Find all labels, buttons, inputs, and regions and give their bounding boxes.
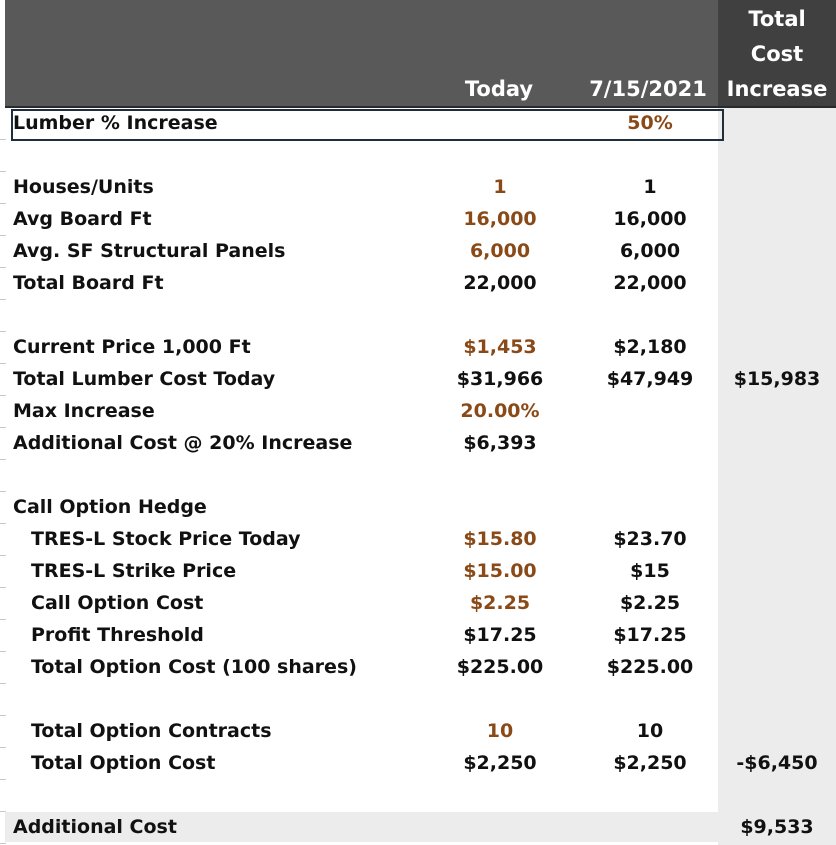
stock-price-today[interactable]: $15.80 (463, 528, 537, 550)
total-option-cost-increase[interactable]: -$6,450 (736, 752, 818, 774)
strike-price-label: TRES-L Strike Price (31, 560, 237, 582)
row-gridline-tick (0, 587, 6, 588)
header-today: Today (464, 77, 534, 101)
additional-20-label: Additional Cost @ 20% Increase (13, 432, 353, 454)
total-lumber-date[interactable]: $47,949 (606, 368, 694, 390)
row-gridline-tick (0, 427, 6, 428)
total-board-date[interactable]: 22,000 (613, 272, 687, 294)
additional-20-today[interactable]: $6,393 (463, 432, 537, 454)
row-gridline-tick (0, 715, 6, 716)
row-gridline-tick (0, 651, 6, 652)
row-current-price (5, 331, 836, 363)
total-option-100-label: Total Option Cost (100 shares) (31, 656, 357, 678)
row-max-increase (5, 395, 836, 427)
current-price-today[interactable]: $1,453 (463, 336, 537, 358)
total-option-cost-label: Total Option Cost (31, 752, 216, 774)
profit-threshold-label: Profit Threshold (31, 624, 204, 646)
row-gridline-tick (0, 747, 6, 748)
row-avg-sf (5, 235, 836, 267)
row-gridline-tick (0, 203, 6, 204)
header-total-cost-increase (718, 2, 836, 107)
avg-sf-today[interactable]: 6,000 (469, 240, 531, 262)
row-total-option-100 (5, 651, 836, 683)
lumber-pct-label: Lumber % Increase (13, 112, 218, 134)
profit-threshold-today[interactable]: $17.25 (463, 624, 537, 646)
strike-price-date[interactable]: $15 (630, 560, 670, 582)
row-gridline-tick (0, 491, 6, 492)
row-gridline-tick (0, 619, 6, 620)
row-total-board (5, 267, 836, 299)
row-total-lumber (5, 363, 836, 395)
total-option-100-date[interactable]: $225.00 (606, 656, 694, 678)
row-gridline-tick (0, 523, 6, 524)
row-additional-cost (5, 811, 836, 843)
header-date: 7/15/2021 (589, 77, 707, 101)
header-total-line2: Cost (750, 42, 804, 66)
row-gridline-tick (0, 235, 6, 236)
row-call-option (5, 491, 836, 523)
avg-board-date[interactable]: 16,000 (613, 208, 687, 230)
total-lumber-today[interactable]: $31,966 (456, 368, 544, 390)
row-houses (5, 171, 836, 203)
row-gridline-tick (0, 683, 6, 684)
row-gridline-tick (0, 843, 6, 844)
row-contracts (5, 715, 836, 747)
row-gridline-tick (0, 139, 6, 140)
current-price-date[interactable]: $2,180 (613, 336, 687, 358)
row-stock-price (5, 523, 836, 555)
contracts-label: Total Option Contracts (31, 720, 272, 742)
row-gridline-tick (0, 555, 6, 556)
total-option-100-today[interactable]: $225.00 (456, 656, 544, 678)
row-avg-board (5, 203, 836, 235)
additional-cost-label: Additional Cost (13, 816, 177, 838)
option-cost-today[interactable]: $2.25 (469, 592, 531, 614)
total-lumber-label: Total Lumber Cost Today (13, 368, 276, 390)
row-total-option-cost (5, 747, 836, 779)
houses-today[interactable]: 1 (493, 176, 507, 198)
avg-sf-label: Avg. SF Structural Panels (13, 240, 286, 262)
avg-board-today[interactable]: 16,000 (463, 208, 537, 230)
row-gridline-tick (0, 171, 6, 172)
option-cost-label: Call Option Cost (31, 592, 204, 614)
max-increase-today[interactable]: 20.00% (460, 400, 540, 422)
total-board-label: Total Board Ft (13, 272, 164, 294)
houses-label: Houses/Units (13, 176, 154, 198)
strike-price-today[interactable]: $15.00 (463, 560, 537, 582)
row-gridline-tick (0, 811, 6, 812)
additional-cost-total[interactable]: $9,533 (740, 816, 814, 838)
total-option-cost-today[interactable]: $2,250 (463, 752, 537, 774)
row-gridline-tick (0, 363, 6, 364)
current-price-label: Current Price 1,000 Ft (13, 336, 251, 358)
row-strike-price (5, 555, 836, 587)
total-board-today[interactable]: 22,000 (463, 272, 537, 294)
header-total-line1: Total (748, 7, 806, 31)
profit-threshold-date[interactable]: $17.25 (613, 624, 687, 646)
row-profit-threshold (5, 619, 836, 651)
contracts-date[interactable]: 10 (636, 720, 664, 742)
stock-price-date[interactable]: $23.70 (613, 528, 687, 550)
avg-board-label: Avg Board Ft (13, 208, 152, 230)
lumber-pct-date[interactable]: 50% (627, 112, 673, 134)
row-gridline-tick (0, 331, 6, 332)
row-gridline-tick (0, 779, 6, 780)
houses-date[interactable]: 1 (643, 176, 657, 198)
option-cost-date[interactable]: $2.25 (619, 592, 681, 614)
contracts-today[interactable]: 10 (486, 720, 514, 742)
avg-sf-date[interactable]: 6,000 (619, 240, 681, 262)
row-option-cost (5, 587, 836, 619)
row-lumber-pct (5, 107, 836, 139)
total-lumber-increase[interactable]: $15,983 (733, 368, 821, 390)
total-option-cost-date[interactable]: $2,250 (613, 752, 687, 774)
row-gridline-tick (0, 267, 6, 268)
max-increase-label: Max Increase (13, 400, 155, 422)
header-total-line3: Increase (726, 77, 828, 101)
row-additional-20 (5, 427, 836, 459)
stock-price-label: TRES-L Stock Price Today (31, 528, 301, 550)
row-gridline-tick (0, 299, 6, 300)
call-option-label: Call Option Hedge (13, 496, 207, 518)
row-gridline-tick (0, 459, 6, 460)
row-gridline-tick (0, 395, 6, 396)
